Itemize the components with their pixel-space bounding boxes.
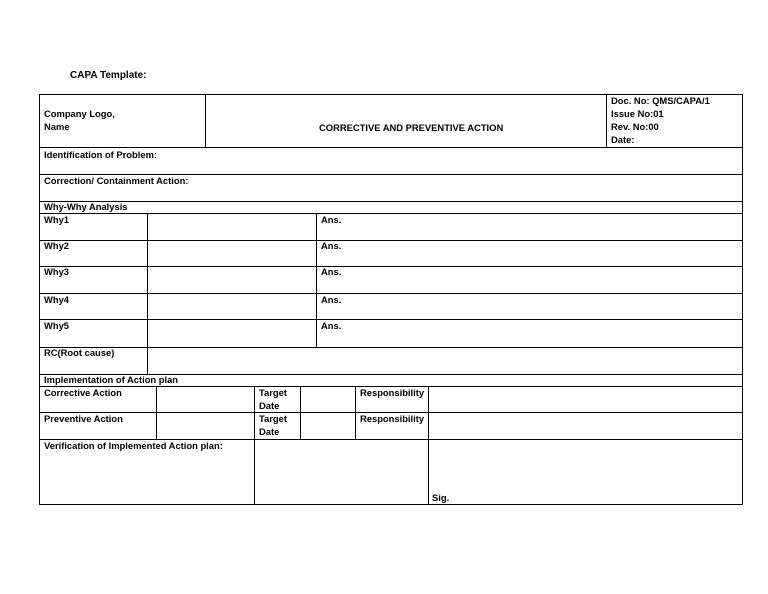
verification-label: Verification of Implemented Action plan: [44, 440, 223, 451]
ans-label: Ans. [321, 266, 342, 277]
ans-label: Ans. [321, 320, 342, 331]
identification-label: Identification of Problem: [44, 149, 158, 160]
rev-no: Rev. No:00 [611, 121, 659, 132]
company-name-label: Name [44, 121, 70, 132]
why-label: Why2 [44, 240, 70, 251]
form-title: CORRECTIVE AND PREVENTIVE ACTION [319, 122, 504, 133]
doc-no: Doc. No: QMS/CAPA/1 [611, 95, 710, 106]
root-cause-label: RC(Root cause) [44, 347, 115, 358]
action-label: Corrective Action [44, 387, 122, 398]
responsibility-label: Responsibility [360, 413, 425, 424]
responsibility-label: Responsibility [360, 387, 425, 398]
issue-no: Issue No:01 [611, 108, 664, 119]
implementation-heading: Implementation of Action plan [44, 374, 179, 385]
why-label: Why5 [44, 320, 70, 331]
date-label: Date [259, 400, 280, 411]
ans-label: Ans. [321, 240, 342, 251]
target-label: Target [259, 413, 287, 424]
ans-label: Ans. [321, 214, 342, 225]
target-label: Target [259, 387, 287, 398]
action-label: Preventive Action [44, 413, 123, 424]
capa-form [39, 94, 743, 505]
ans-label: Ans. [321, 294, 342, 305]
signature-label: Sig. [432, 492, 450, 503]
why-label: Why1 [44, 214, 70, 225]
why-why-heading: Why-Why Analysis [44, 201, 128, 212]
page-title: CAPA Template: [70, 70, 147, 81]
date-label: Date [259, 426, 280, 437]
date-label: Date: [611, 134, 635, 145]
why-label: Why4 [44, 294, 70, 305]
correction-label: Correction/ Containment Action: [44, 175, 189, 186]
company-logo-label: Company Logo, [44, 108, 115, 119]
why-label: Why3 [44, 266, 70, 277]
